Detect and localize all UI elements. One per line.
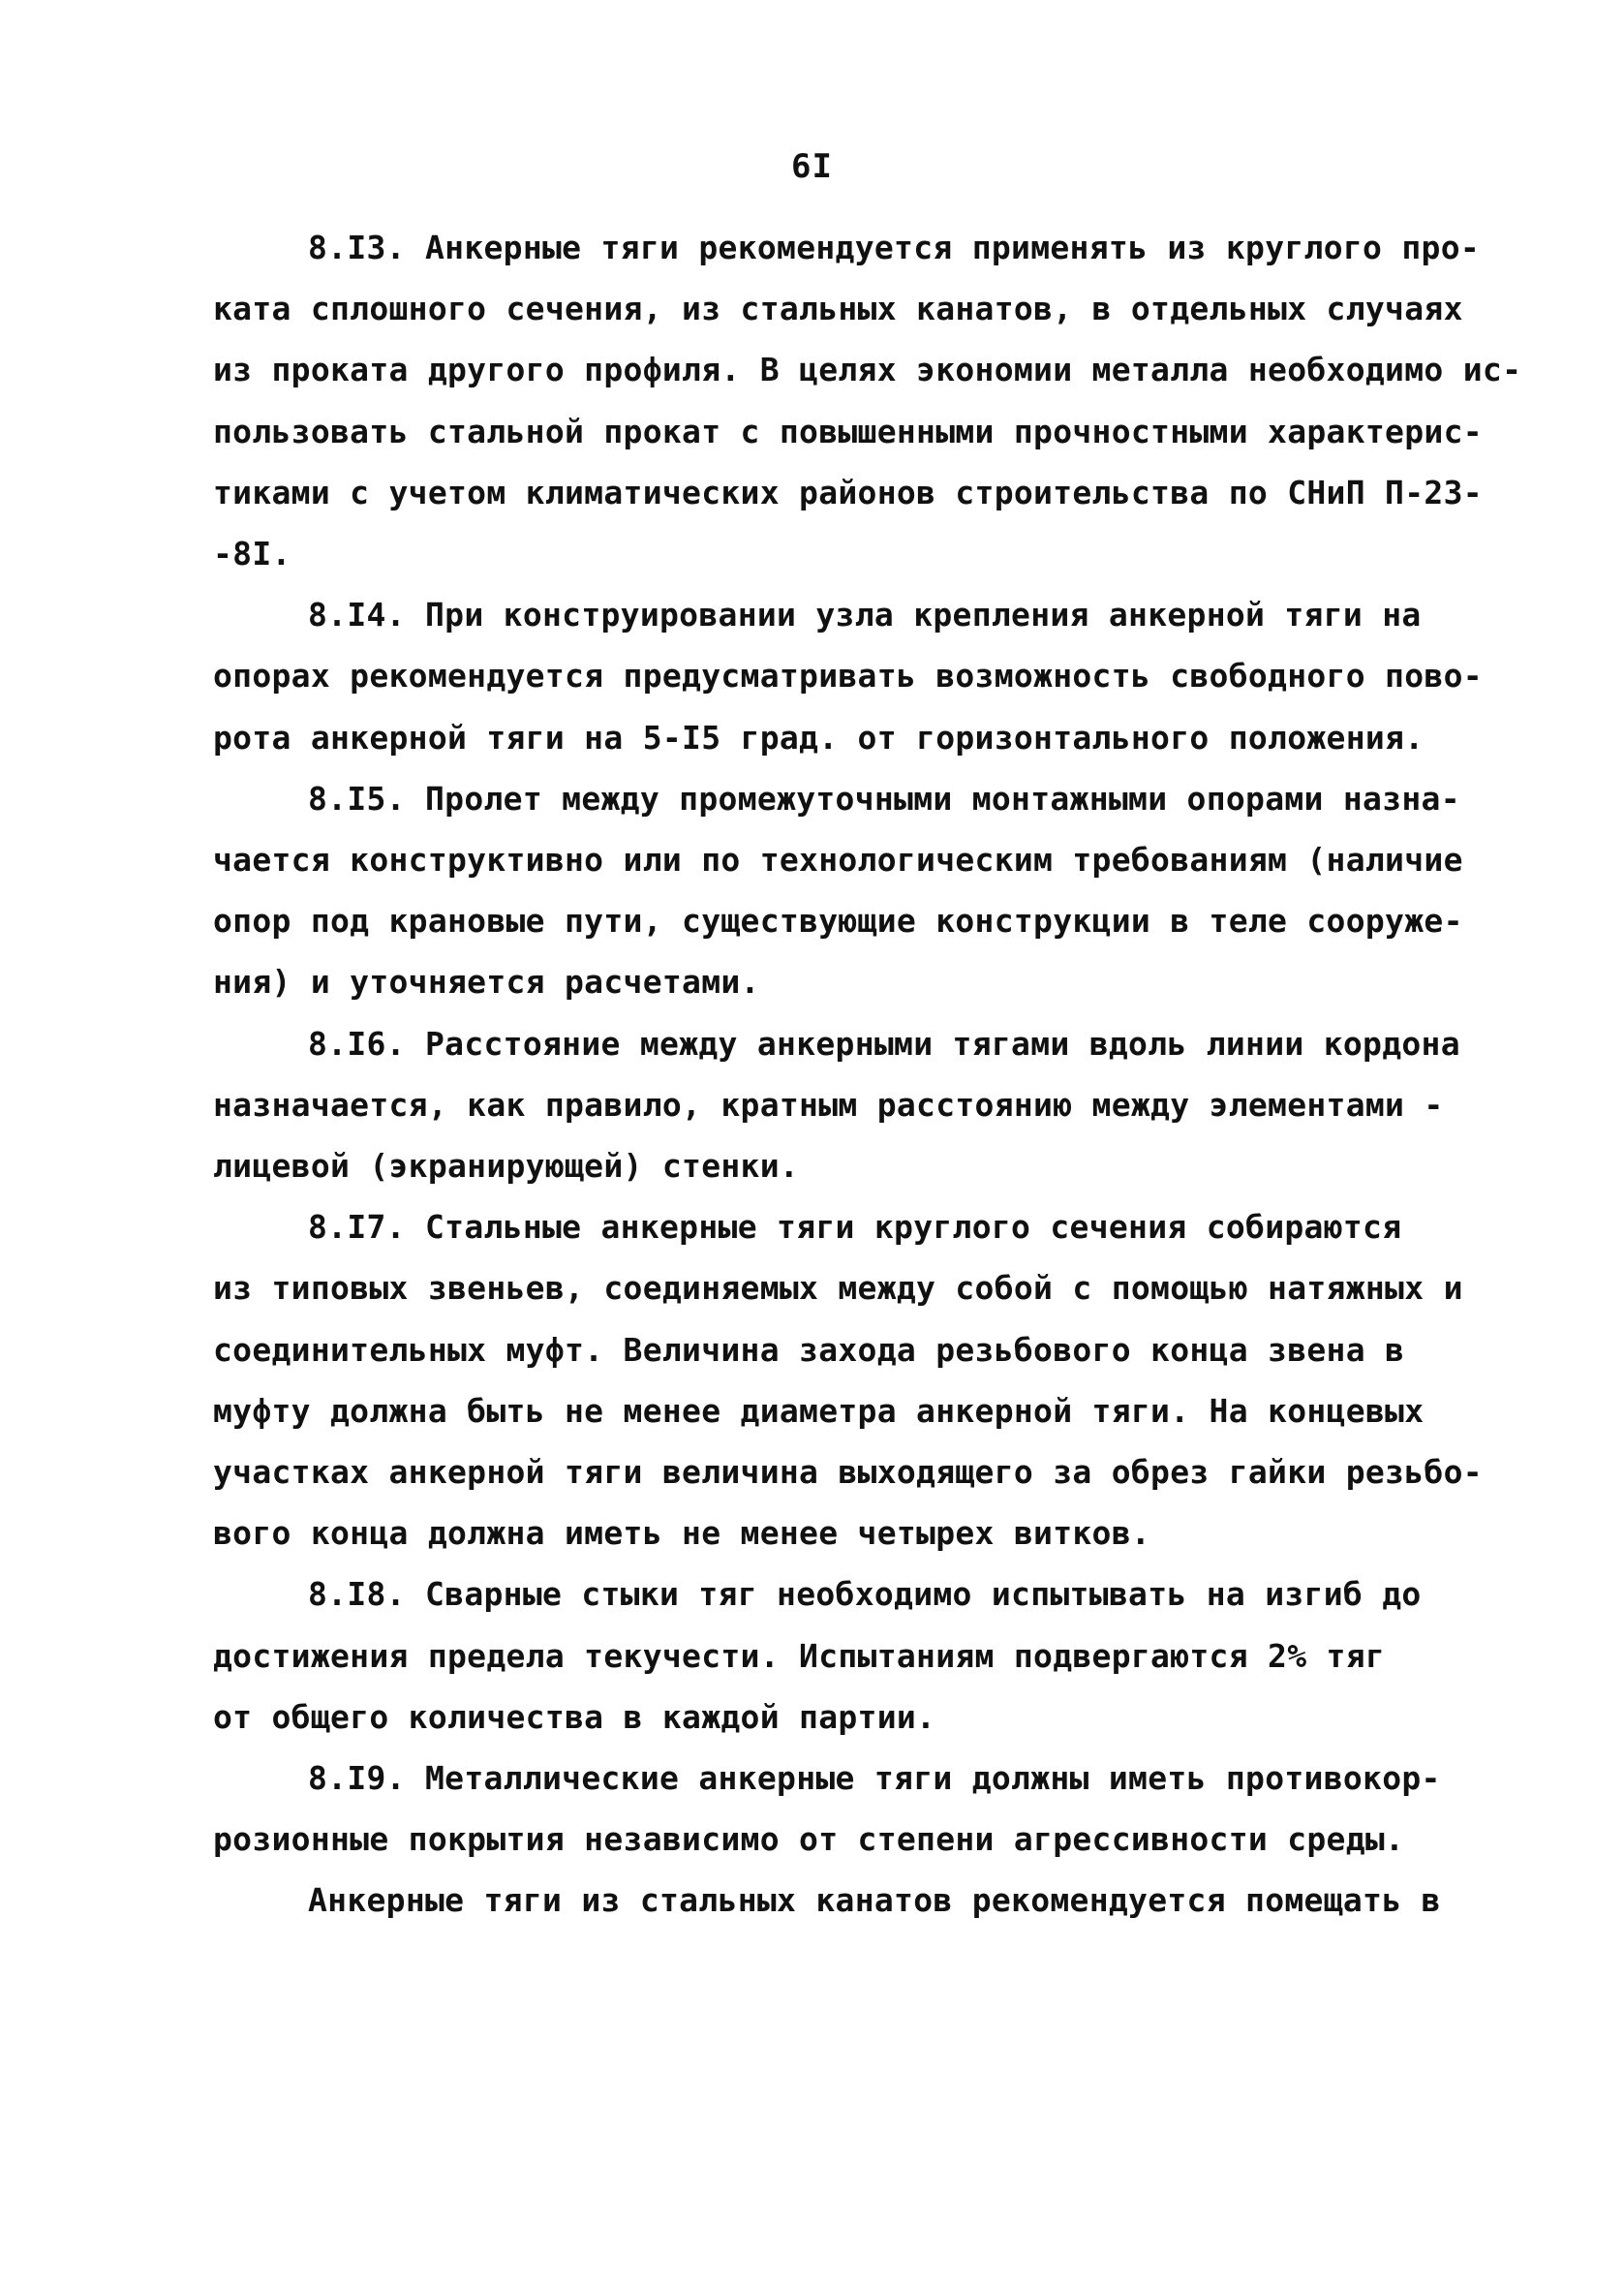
text-line: -8I. bbox=[213, 535, 291, 572]
page-number: 6I bbox=[791, 147, 833, 186]
text-line: чается конструктивно или по технологическим требованиям (наличие bbox=[213, 841, 1463, 879]
text-line: Анкерные тяги из стальных канатов рекомендуется помещать в bbox=[308, 1881, 1441, 1919]
text-line: тиками с учетом климатических районов строительства по СНиП П-23- bbox=[213, 474, 1483, 511]
text-line: 8.I4. При конструировании узла крепления анкерной тяги на bbox=[308, 596, 1422, 634]
text-line: соединительных муфт. Величина захода резьбового конца звена в bbox=[213, 1331, 1405, 1369]
text-line: муфту должна быть не менее диаметра анкерной тяги. На концевых bbox=[213, 1392, 1425, 1430]
text-line: из типовых звеньев, соединяемых между собой с помощью натяжных и bbox=[213, 1269, 1463, 1307]
text-line: 8.I5. Пролет между промежуточными монтажными опорами назна- bbox=[308, 780, 1460, 818]
text-line: рота анкерной тяги на 5-I5 град. от горизонтального положения. bbox=[213, 719, 1425, 757]
text-line: ния) и уточняется расчетами. bbox=[213, 963, 760, 1001]
text-line: лицевой (экранирующей) стенки. bbox=[213, 1147, 800, 1185]
text-line: 8.I6. Расстояние между анкерными тягами вдоль линии кордона bbox=[308, 1025, 1460, 1063]
text-line: из проката другого профиля. В целях экономии металла необходимо ис- bbox=[213, 351, 1522, 388]
text-line: ката сплошного сечения, из стальных канатов, в отдельных случаях bbox=[213, 290, 1463, 327]
text-line: 8.I8. Сварные стыки тяг необходимо испытывать на изгиб до bbox=[308, 1575, 1422, 1613]
text-line: пользовать стальной прокат с повышенными прочностными характерис- bbox=[213, 413, 1483, 450]
text-line: 8.I7. Стальные анкерные тяги круглого сечения собираются bbox=[308, 1208, 1402, 1246]
text-line: от общего количества в каждой партии. bbox=[213, 1698, 936, 1736]
text-line: 8.I3. Анкерные тяги рекомендуется применять из круглого про- bbox=[308, 229, 1481, 266]
text-line: вого конца должна иметь не менее четырех витков. bbox=[213, 1514, 1151, 1552]
text-line: 8.I9. Металлические анкерные тяги должны иметь противокор- bbox=[308, 1759, 1441, 1797]
text-line: розионные покрытия независимо от степени агрессивности среды. bbox=[213, 1820, 1405, 1858]
text-line: опорах рекомендуется предусматривать возможность свободного пово- bbox=[213, 657, 1483, 695]
text-line: назначается, как правило, кратным расстоянию между элементами - bbox=[213, 1086, 1444, 1124]
text-line: опор под крановые пути, существующие конструкции в теле сооруже- bbox=[213, 902, 1463, 940]
text-line: достижения предела текучести. Испытаниям подвергаются 2% тяг bbox=[213, 1637, 1386, 1675]
text-line: участках анкерной тяги величина выходящего за обрез гайки резьбо- bbox=[213, 1453, 1483, 1491]
